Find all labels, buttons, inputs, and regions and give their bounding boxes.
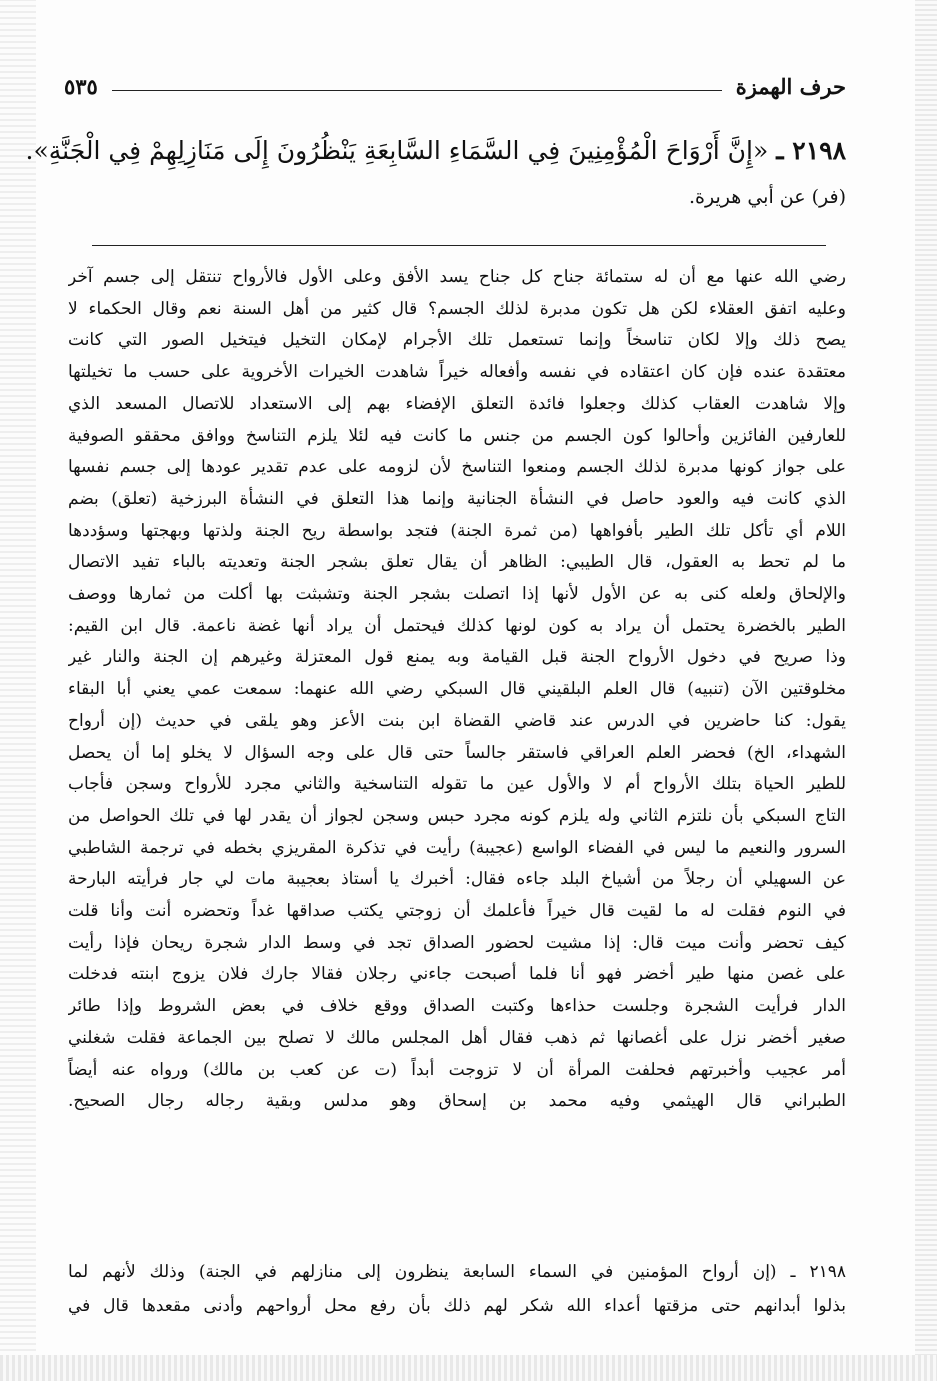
commentary-line: على غصن منها طير أخضر فهو أنا فلما أصبحت جاءني رجلان فقالا جارك فلان يزوج ابنته فدخلت <box>68 964 846 985</box>
hadith-number: ٢١٩٨ ـ <box>776 136 846 165</box>
hadith-text: «إِنَّ أَرْوَاحَ الْمُؤْمِنِينَ فِي السَّمَاءِ السَّابِعَةِ يَنْظُرُونَ إِلَى مَنَازِلِهِمْ فِي الْجَنَّةِ». <box>25 136 769 165</box>
commentary-line: رضي الله عنها مع أن له ستمائة جناح كل جناح يسد الأفق وعلى الأول فالأرواح تنتقل إلى جسم آخر <box>68 267 846 287</box>
commentary-line: على جواز كونها مدبرة لذلك الجسم ومنعوا التناسخ لأن لزومه على عدم تقدير عودها إلى جسم نفسها <box>68 457 846 478</box>
commentary-line: التاج السبكي بأن نلتزم الثاني وله يلزم كونه مجرد حبس وسجن لجواز أن يقدر لها في تلك الحواصل من <box>68 805 846 826</box>
main-hadith <box>25 128 846 174</box>
commentary-line: والإلحاق ولعله كنى به عن الأول لأنها إذا اتصلت بشجر الجنة وتشبثت بها أكلت من ثمارها ووصف <box>68 584 846 605</box>
next-hadith-commentary <box>68 1255 846 1323</box>
scan-edge-right <box>915 0 937 1381</box>
commentary-line: صغير أخضر نزل على أغصانها ثم ذهب فقال أهل المجلس مالك لا تصلح بين الجماعة فقلت شغلني <box>68 1027 846 1048</box>
running-header <box>64 66 846 106</box>
header-rule <box>112 90 722 91</box>
commentary-line: في النوم فقلت له ما لقيت قال خيراً فأعلمك أن زوجتي يكتب صداقها غداً وتحضره أنت وأنا قلت <box>68 901 846 922</box>
commentary-line: معتقدة عنده فإن كان اعتقاده في نفسه وأفعاله خيراً شاهدت الخيرات الأخروية على حسب ما تخيلتها <box>68 362 846 383</box>
commentary-line: عن السهيلي أن رجلاً من أشياخ البلد جاءه فقال: أخبرك يا أستاذ بعجيبة مات لي جار فرأيته البارحة <box>68 869 846 890</box>
commentary-line: مخلوقتين الآن (تنبيه) قال العلم البلقيني قال السبكي رضي الله عنهما: سمعت عمي يعني أبا البقاء <box>68 679 846 700</box>
commentary-line: الطير بالخضرة يحتمل أن يراد به كون لونها كذلك فيحتمل أن يراد أنها غضة ناعمة. قال ابن القيم: <box>68 615 846 636</box>
bottom-line: بذلوا أبدانهم حتى مزقتها أعداء الله شكر لهم ذلك بأن رفع محل أرواحهم وأدنى مقعدها قال في <box>68 1296 846 1316</box>
bottom-line: ٢١٩٨ ـ (إن أرواح المؤمنين في السماء السابعة ينظرون إلى منازلهم في الجنة) وذلك لأنهم لما <box>68 1262 846 1282</box>
commentary-line: وذا صريح في دخول الأرواح الجنة قبل القيامة وبه يمنع قول المعتزلة وغيرهم إن الجنة والنار غير <box>68 647 846 668</box>
page-number: ٥٣٥ <box>64 73 98 99</box>
header-title: حرف الهمزة <box>735 73 846 99</box>
commentary-line: السرور والنعيم ما ليس في الفضاء الواسع (عجيبة) رأيت في تذكرة المقريزي بخطه في ترجمة الشاطبي <box>68 837 846 858</box>
commentary-line: كيف تحضر وأنت ميت قال: إذا مشيت لحضور الصداق تجد في وسط الدار شجرة ريحان فإذا رأيت <box>68 932 846 953</box>
commentary-line: الدار فرأيت الشجرة وجلست حذاءها وكتبت الصداق ووقع خلاف في بعض الشروط وإذا طائر <box>68 996 846 1017</box>
scan-edge-bottom <box>0 1355 937 1381</box>
commentary-line: اللام أي تأكل تلك الطير بأفواهها (من ثمرة الجنة) فتجد بواسطة ريح الجنة ولذتها وبهجتها وسؤددها <box>68 520 846 541</box>
commentary-line: يقول: كنا حاضرين في الدرس عند قاضي القضاة ابن بنت الأعز وهو يلقى في حديث (إن أرواح <box>68 710 846 731</box>
commentary-text <box>68 262 846 1118</box>
commentary-line: الشهداء، الخ) فحضر العلم العراقي فاستقر جالساً حتى قال على وجه السؤال لا يخلو إما أن يحصل <box>68 742 846 763</box>
commentary-line: ما لم تحط به العقول، قال الطيبي: الظاهر أن يقال تعلق بشجر الجنة وتعديته بالباء تفيد الاتصال <box>68 552 846 573</box>
commentary-line: أمر عجيب وأخبرتهم فحلفت المرأة أن لا تزوجت أبداً (ت عن كعب بن مالك) ورواه عنه أيضاً <box>68 1059 846 1080</box>
hadith-source: (فر) عن أبي هريرة. <box>689 186 846 208</box>
commentary-line: الذي كانت فيه والعود حاصل في النشأة الجنانية وإنما هذا التعلق في النشأة البرزخية (تعلق) بضم <box>68 488 846 509</box>
commentary-line: وعليه اتفق العقلاء لكن هل تكون مدبرة لذلك الجسم؟ قال كثير من أهل السنة نعم وقال الحكماء لا <box>68 298 846 319</box>
commentary-line: يصح ذلك وإلا لكان تناسخاً وإنما تستعمل تلك الأجرام لإمكان التخيل فيتخيل الصور التي كانت <box>68 330 846 351</box>
commentary-line: للعارفين الفائزين وأحالوا كون الجسم من جنس ما كانت فيه لئلا يلزم التناسخ ووافق محققو الصوفية <box>68 425 846 446</box>
commentary-line: وإلا شاهدت العقاب كذلك وجعلوا فائدة التعلق الإفضاء بهم إلى الاستعداد للاتصال المسعد الذي <box>68 393 846 414</box>
scan-edge-left <box>0 0 36 1381</box>
section-divider <box>92 245 826 246</box>
commentary-line: الطبراني قال الهيثمي وفيه محمد بن إسحاق وهو مدلس وبقية رجاله رجال الصحيح. <box>68 1091 846 1112</box>
commentary-line: للطير الحياة بتلك الأرواح أم لا والأول عين ما تقوله التناسخية والثاني مجرد للأرواح وسجن فأجاب <box>68 774 846 795</box>
